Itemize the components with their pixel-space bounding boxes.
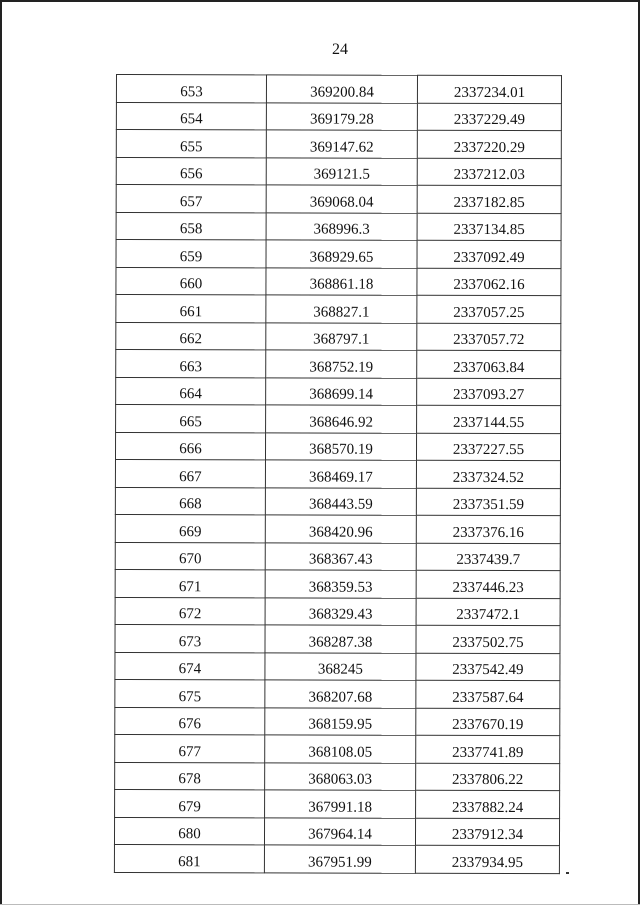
x-coordinate-cell: 368797.1 <box>266 322 417 350</box>
y-coordinate-cell: 2337057.72 <box>417 323 561 351</box>
x-coordinate-cell: 368329.43 <box>265 597 416 625</box>
table-row <box>116 350 561 379</box>
point-number-cell: 673 <box>115 624 265 652</box>
point-number-cell: 653 <box>116 75 266 103</box>
x-coordinate-cell: 368861.18 <box>266 267 417 295</box>
y-coordinate-cell: 2337093.27 <box>417 378 561 406</box>
x-coordinate-cell: 368646.92 <box>266 405 417 433</box>
y-coordinate-cell: 2337446.23 <box>416 570 560 598</box>
y-coordinate-cell: 2337439.7 <box>416 543 560 571</box>
table-row <box>115 597 560 626</box>
y-coordinate-cell: 2337063.84 <box>417 350 561 378</box>
x-coordinate-cell: 368359.53 <box>265 570 416 598</box>
table-row <box>116 295 561 324</box>
x-coordinate-cell: 368063.03 <box>265 762 416 790</box>
x-coordinate-cell: 369200.84 <box>266 75 417 103</box>
y-coordinate-cell: 2337324.52 <box>416 460 560 488</box>
table-row <box>116 322 561 351</box>
table-row <box>116 157 561 186</box>
x-coordinate-cell: 368699.14 <box>266 377 417 405</box>
x-coordinate-cell: 368752.19 <box>266 350 417 378</box>
point-number-cell: 668 <box>115 487 265 515</box>
y-coordinate-cell: 2337062.16 <box>417 268 561 296</box>
page-edge-left <box>0 0 2 905</box>
table-row <box>115 487 560 516</box>
point-number-cell: 681 <box>114 844 264 872</box>
y-coordinate-cell: 2337670.19 <box>416 708 560 736</box>
y-coordinate-cell: 2337934.95 <box>415 845 559 873</box>
table-row <box>115 514 560 543</box>
y-coordinate-cell: 2337234.01 <box>417 75 561 103</box>
y-coordinate-cell: 2337882.24 <box>416 790 560 818</box>
table-row <box>115 542 560 571</box>
x-coordinate-cell: 368570.19 <box>265 432 416 460</box>
table-row <box>116 405 561 434</box>
x-coordinate-cell: 368159.95 <box>265 707 416 735</box>
y-coordinate-cell: 2337227.55 <box>416 433 560 461</box>
y-coordinate-cell: 2337806.22 <box>416 763 560 791</box>
x-coordinate-cell: 368469.17 <box>265 460 416 488</box>
table-row <box>116 130 561 159</box>
point-number-cell: 657 <box>116 185 266 213</box>
point-number-cell: 680 <box>114 817 264 845</box>
table-row <box>116 102 561 131</box>
point-number-cell: 660 <box>116 267 266 295</box>
point-number-cell: 672 <box>115 597 265 625</box>
table-row <box>115 679 560 708</box>
coordinate-table <box>114 74 562 874</box>
point-number-cell: 663 <box>116 350 266 378</box>
table-row <box>116 75 561 104</box>
x-coordinate-cell: 368996.3 <box>266 212 417 240</box>
y-coordinate-cell: 2337144.55 <box>417 405 561 433</box>
y-coordinate-cell: 2337212.03 <box>417 158 561 186</box>
point-number-cell: 658 <box>116 212 266 240</box>
point-number-cell: 665 <box>116 405 266 433</box>
table-row <box>115 569 560 598</box>
y-coordinate-cell: 2337741.89 <box>416 735 560 763</box>
point-number-cell: 675 <box>115 679 265 707</box>
x-coordinate-cell: 367964.14 <box>264 817 415 845</box>
x-coordinate-cell: 369068.04 <box>266 185 417 213</box>
x-coordinate-cell: 367991.18 <box>265 790 416 818</box>
table-row <box>115 624 560 653</box>
point-number-cell: 679 <box>115 789 265 817</box>
x-coordinate-cell: 369179.28 <box>266 102 417 130</box>
y-coordinate-cell: 2337542.49 <box>416 653 560 681</box>
y-coordinate-cell: 2337134.85 <box>417 213 561 241</box>
table-row <box>116 212 561 241</box>
y-coordinate-cell: 2337351.59 <box>416 488 560 516</box>
y-coordinate-cell: 2337057.25 <box>417 295 561 323</box>
y-coordinate-cell: 2337229.49 <box>417 103 561 131</box>
table-row <box>115 734 560 763</box>
x-coordinate-cell: 368827.1 <box>266 295 417 323</box>
x-coordinate-cell: 368443.59 <box>265 487 416 515</box>
page-edge-top <box>0 0 640 2</box>
x-coordinate-cell: 368929.65 <box>266 240 417 268</box>
point-number-cell: 664 <box>116 377 266 405</box>
x-coordinate-cell: 368108.05 <box>265 735 416 763</box>
point-number-cell: 656 <box>116 157 266 185</box>
table-row <box>115 707 560 736</box>
y-coordinate-cell: 2337912.34 <box>415 818 559 846</box>
x-coordinate-cell: 368420.96 <box>265 515 416 543</box>
y-coordinate-cell: 2337376.16 <box>416 515 560 543</box>
y-coordinate-cell: 2337182.85 <box>417 185 561 213</box>
point-number-cell: 669 <box>115 514 265 542</box>
x-coordinate-cell: 369121.5 <box>266 157 417 185</box>
y-coordinate-cell: 2337502.75 <box>416 625 560 653</box>
x-coordinate-cell: 368367.43 <box>265 542 416 570</box>
page-number: 24 <box>332 41 348 58</box>
point-number-cell: 667 <box>115 460 265 488</box>
y-coordinate-cell: 2337587.64 <box>416 680 560 708</box>
y-coordinate-cell: 2337092.49 <box>417 240 561 268</box>
point-number-cell: 671 <box>115 569 265 597</box>
point-number-cell: 659 <box>116 240 266 268</box>
table-row <box>116 240 561 269</box>
table-row <box>116 377 561 406</box>
table-row <box>116 185 561 214</box>
table-row <box>115 789 560 818</box>
table-row <box>115 460 560 489</box>
table-row <box>115 432 560 461</box>
coordinate-table-body <box>114 75 561 874</box>
scan-speck <box>566 872 569 874</box>
table-row <box>114 817 559 846</box>
point-number-cell: 677 <box>115 734 265 762</box>
point-number-cell: 676 <box>115 707 265 735</box>
y-coordinate-cell: 2337472.1 <box>416 598 560 626</box>
point-number-cell: 666 <box>115 432 265 460</box>
point-number-cell: 654 <box>116 102 266 130</box>
point-number-cell: 655 <box>116 130 266 158</box>
point-number-cell: 678 <box>115 762 265 790</box>
x-coordinate-cell: 368245 <box>265 652 416 680</box>
point-number-cell: 662 <box>116 322 266 350</box>
table-row <box>116 267 561 296</box>
point-number-cell: 670 <box>115 542 265 570</box>
x-coordinate-cell: 369147.62 <box>266 130 417 158</box>
x-coordinate-cell: 368287.38 <box>265 625 416 653</box>
y-coordinate-cell: 2337220.29 <box>417 130 561 158</box>
table-row <box>114 844 559 873</box>
table-row <box>115 762 560 791</box>
x-coordinate-cell: 367951.99 <box>264 845 415 873</box>
point-number-cell: 661 <box>116 295 266 323</box>
x-coordinate-cell: 368207.68 <box>265 680 416 708</box>
table-row <box>115 652 560 681</box>
point-number-cell: 674 <box>115 652 265 680</box>
